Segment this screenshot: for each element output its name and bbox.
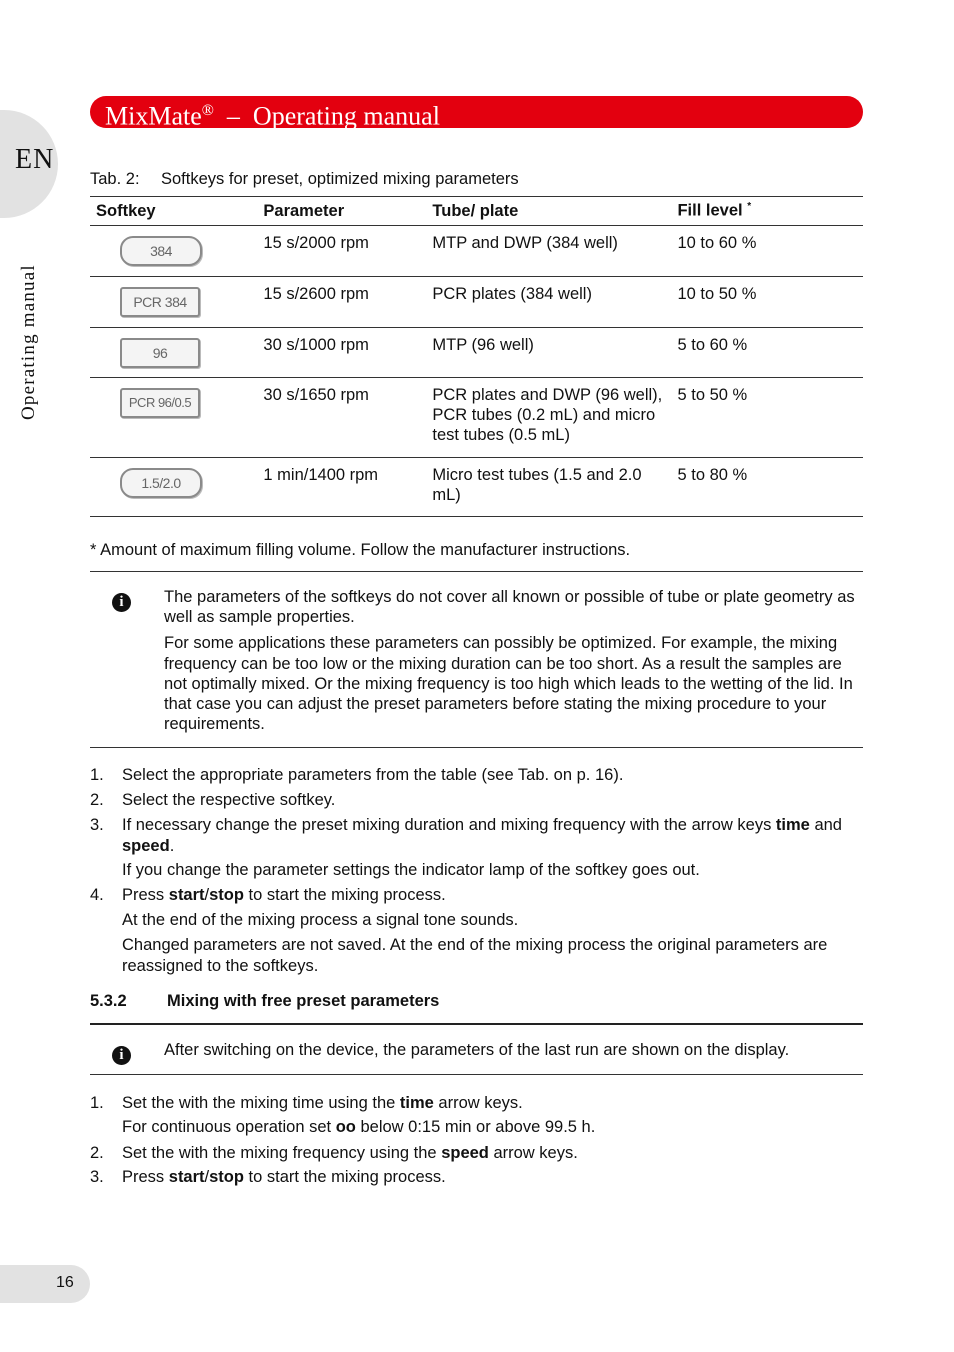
softkey-cell — [90, 226, 257, 277]
key-name: time — [399, 1094, 434, 1112]
table-row — [90, 458, 863, 517]
note-divider-bottom — [90, 747, 863, 748]
step-number: 3. — [90, 816, 104, 834]
list-item — [90, 765, 870, 786]
list-item — [90, 1143, 870, 1164]
instruction-list — [90, 1093, 870, 1192]
table-row — [90, 226, 863, 277]
list-item — [90, 1093, 870, 1114]
softkey-cell — [90, 277, 257, 328]
note-divider-bottom — [90, 1074, 863, 1075]
table-caption-number: Tab. 2: — [90, 170, 140, 188]
step-continuation: Changed parameters are not saved. At the end of the mixing process the original parameters are reassigned to the softkeys. — [122, 936, 828, 975]
softkey-pcr384-button[interactable]: PCR 384 — [120, 287, 200, 317]
step-number: 1. — [90, 1094, 104, 1112]
fill-level-cell: 5 to 50 % — [671, 378, 863, 458]
parameter-cell: 1 min/1400 rpm — [257, 458, 426, 517]
section-heading — [90, 992, 439, 1011]
step-text — [122, 1093, 870, 1114]
table-caption — [90, 170, 519, 189]
step-text — [122, 815, 870, 856]
text-run: If necessary change the preset mixing duration and mixing frequency with the arrow keys — [122, 816, 776, 834]
infinity-symbol: oo — [335, 1118, 356, 1136]
instruction-list — [90, 765, 870, 981]
info-icon: i — [112, 1046, 131, 1065]
text-run: Press — [122, 1167, 169, 1186]
note-divider-top — [90, 1023, 863, 1025]
header-bar — [90, 96, 863, 131]
softkey-cell — [90, 458, 257, 517]
parameter-cell: 15 s/2000 rpm — [257, 226, 426, 277]
softkey-384-button[interactable]: 384 — [120, 236, 202, 266]
fill-level-cell: 10 to 60 % — [671, 226, 863, 277]
text-run: and — [809, 816, 842, 834]
page-number: 16 — [56, 1274, 74, 1291]
step-continuation: If you change the parameter settings the indicator lamp of the softkey goes out. — [122, 861, 700, 879]
step-text — [122, 1143, 870, 1164]
tube-cell: PCR plates and DWP (96 well), PCR tubes (0.2 mL) and micro test tubes (0.5 mL) — [426, 378, 671, 458]
text-run: arrow keys. — [433, 1094, 523, 1112]
step-number: 1. — [90, 766, 104, 784]
step-number: 4. — [90, 886, 104, 904]
section-number: 5.3.2 — [90, 992, 127, 1010]
step-continuation — [90, 1117, 870, 1138]
note-divider-top — [90, 571, 863, 572]
step-text: Select the appropriate parameters from the table (see Tab. on p. 16). — [122, 766, 624, 784]
softkey-table — [90, 196, 863, 517]
list-item — [90, 1167, 870, 1188]
key-name: start — [168, 1167, 205, 1186]
table-row — [90, 378, 863, 458]
text-run: Press — [122, 886, 169, 904]
title-dash: – — [226, 101, 240, 131]
text-run: . — [169, 836, 175, 855]
side-section-label: Operating manual — [18, 264, 39, 420]
text-run: arrow keys. — [488, 1143, 578, 1162]
step-number: 3. — [90, 1167, 104, 1186]
text-run: / — [204, 1167, 210, 1186]
key-name: start — [168, 886, 205, 904]
tube-cell: PCR plates (384 well) — [426, 277, 671, 328]
text-run: Set the with the mixing frequency using the — [122, 1143, 442, 1162]
softkey-pcr96-button[interactable]: PCR 96/0.5 — [120, 388, 200, 418]
text-run: below 0:15 min or above 99.5 h. — [355, 1118, 596, 1136]
note-paragraph: The parameters of the softkeys do not cover all known or possible of tube or plate geometry as well as sample properties. — [164, 588, 855, 627]
step-text — [122, 885, 870, 906]
list-item — [90, 790, 870, 811]
text-run: to start the mixing process. — [243, 1167, 446, 1186]
info-note — [164, 587, 864, 740]
softkey-96-button[interactable]: 96 — [120, 338, 200, 368]
table-row — [90, 277, 863, 328]
key-name: time — [775, 816, 810, 834]
footnote-mark: * — [747, 201, 752, 213]
table-caption-text: Softkeys for preset, optimized mixing parameters — [161, 170, 519, 188]
table-header-row — [90, 197, 863, 226]
header-parameter: Parameter — [257, 197, 426, 226]
softkey-1-5-2-0-button[interactable]: 1.5/2.0 — [120, 468, 202, 498]
list-item — [90, 885, 870, 906]
parameter-cell: 30 s/1000 rpm — [257, 328, 426, 378]
fill-level-cell: 5 to 80 % — [671, 458, 863, 517]
key-name: speed — [441, 1143, 489, 1162]
fill-level-cell: 10 to 50 % — [671, 277, 863, 328]
table-row — [90, 328, 863, 378]
step-text — [122, 1167, 870, 1188]
brand-name: MixMate — [105, 101, 202, 131]
softkey-cell — [90, 328, 257, 378]
text-run: to start the mixing process. — [243, 886, 446, 904]
tube-cell: MTP (96 well) — [426, 328, 671, 378]
step-continuation: At the end of the mixing process a signal tone sounds. — [122, 911, 519, 929]
fill-level-label: Fill level — [677, 201, 743, 220]
note-paragraph: For some applications these parameters can possibly be optimized. For example, the mixing frequency can be too low or the mixing duration can be too short. As a result the samples are not optimally mixed. Or the mixing frequency is too high which leads to the wetting of the lid. In that case you can adjust the preset parameters before stating the mixing procedure to your requirements. — [164, 634, 853, 734]
step-number: 2. — [90, 791, 104, 809]
registered-mark: ® — [201, 102, 214, 119]
language-tab — [0, 110, 58, 218]
text-run: Set the with the mixing time using the — [122, 1094, 400, 1112]
parameter-cell: 15 s/2600 rpm — [257, 277, 426, 328]
info-icon: i — [112, 593, 131, 612]
key-name: stop — [209, 1167, 244, 1186]
step-number: 2. — [90, 1143, 104, 1162]
step-text: Select the respective softkey. — [122, 791, 336, 809]
tube-cell: MTP and DWP (384 well) — [426, 226, 671, 277]
key-name: speed — [122, 836, 170, 855]
key-name: stop — [209, 886, 244, 904]
header-tube-plate: Tube/ plate — [426, 197, 671, 226]
page-title — [105, 96, 440, 132]
section-title: Mixing with free preset parameters — [167, 992, 440, 1010]
list-item — [90, 815, 870, 856]
page-number-tab — [0, 1265, 90, 1303]
header-softkey: Softkey — [90, 197, 257, 226]
parameter-cell: 30 s/1650 rpm — [257, 378, 426, 458]
header-fill-level — [671, 197, 863, 226]
softkey-cell — [90, 378, 257, 458]
table-footnote: * Amount of maximum filling volume. Follow the manufacturer instructions. — [90, 541, 631, 559]
title-text: Operating manual — [252, 101, 440, 131]
text-run: For continuous operation set — [122, 1118, 336, 1136]
info-note: After switching on the device, the parameters of the last run are shown on the display. — [164, 1041, 790, 1059]
fill-level-cell: 5 to 60 % — [671, 328, 863, 378]
language-label: EN — [15, 144, 55, 175]
tube-cell: Micro test tubes (1.5 and 2.0 mL) — [426, 458, 671, 517]
text-run: / — [204, 886, 210, 904]
